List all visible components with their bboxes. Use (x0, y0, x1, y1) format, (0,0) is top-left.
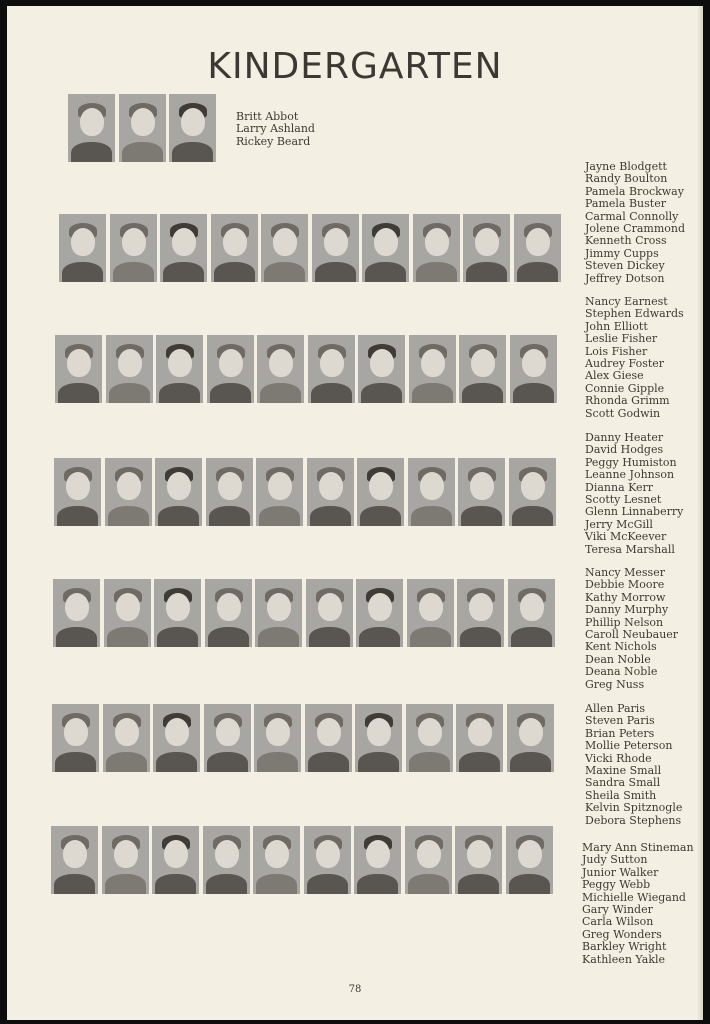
student-photo (53, 579, 100, 647)
student-photo (68, 94, 115, 162)
student-photo (152, 826, 199, 894)
student-photo (362, 214, 409, 282)
student-photo (356, 579, 403, 647)
photo-row-7 (51, 826, 556, 894)
student-photo (407, 579, 454, 647)
student-name: John Elliott (585, 319, 648, 333)
student-name: Leslie Fisher (585, 332, 658, 346)
names-row-4 (585, 432, 683, 556)
photo-row-2 (59, 214, 564, 282)
student-name: Kent Nichols (585, 640, 657, 654)
student-photo (413, 214, 460, 282)
student-photo (358, 335, 405, 403)
student-name: Scotty Lesnet (585, 493, 662, 507)
student-name: Mary Ann Stineman (582, 841, 694, 854)
photo-row-5 (53, 579, 558, 647)
student-name: Glenn Linnaberry (585, 505, 684, 519)
student-photo (306, 579, 353, 647)
student-name: Kenneth Cross (585, 234, 667, 248)
student-name: Kelvin Spitznogle (585, 801, 683, 815)
student-photo (255, 579, 302, 647)
student-photo (55, 335, 102, 403)
student-name: Greg Wonders (582, 927, 662, 941)
student-photo (261, 214, 308, 282)
student-name: Vicki Rhode (585, 751, 652, 765)
student-name: Michielle Wiegand (582, 890, 686, 904)
student-photo (507, 704, 554, 772)
student-name: Dianna Kerr (585, 480, 654, 494)
student-photo (253, 826, 300, 894)
student-photo (304, 826, 351, 894)
student-photo (102, 826, 149, 894)
student-name: Jimmy Cupps (585, 246, 659, 260)
student-name: Jeffrey Dotson (585, 271, 665, 285)
student-name: Rhonda Grimm (585, 394, 670, 408)
student-photo (509, 458, 556, 526)
student-name: Jolene Crammond (585, 222, 685, 236)
student-photo (405, 826, 452, 894)
student-name: Greg Nuss (585, 677, 645, 691)
student-name: Sandra Small (585, 776, 661, 790)
student-name: Larry Ashland (236, 122, 315, 136)
student-photo (457, 579, 504, 647)
student-photo (355, 704, 402, 772)
student-name: Caroll Neubauer (585, 628, 679, 642)
student-photo (211, 214, 258, 282)
student-photo (506, 826, 553, 894)
student-name: Nancy Earnest (585, 295, 668, 308)
student-name: Mollie Peterson (585, 739, 673, 753)
student-photo (305, 704, 352, 772)
student-name: Phillip Nelson (585, 615, 664, 629)
student-photo (463, 214, 510, 282)
student-photo (156, 335, 203, 403)
student-photo (254, 704, 301, 772)
student-name: Pamela Buster (585, 197, 666, 211)
photo-row-6 (52, 704, 557, 772)
student-name: Peggy Humiston (585, 455, 677, 469)
student-photo (409, 335, 456, 403)
student-name: Danny Murphy (585, 603, 669, 617)
page-number: 78 (348, 984, 362, 995)
student-name: Kathy Morrow (585, 590, 666, 604)
student-name: Jerry McGill (585, 517, 653, 531)
names-row-6 (585, 703, 682, 827)
student-name: Stephen Edwards (585, 307, 684, 321)
yearbook-page (7, 6, 703, 1020)
student-photo (59, 214, 106, 282)
student-photo (508, 579, 555, 647)
student-name: Steven Dickey (585, 259, 665, 273)
student-photo (408, 458, 455, 526)
student-photo (357, 458, 404, 526)
student-photo (105, 458, 152, 526)
student-name: Jayne Blodgett (585, 160, 667, 173)
student-name: Gary Winder (582, 903, 653, 917)
student-photo (308, 335, 355, 403)
student-photo (205, 579, 252, 647)
student-name: Pamela Brockway (585, 184, 684, 198)
student-photo (458, 458, 505, 526)
student-photo (155, 458, 202, 526)
student-name: Sheila Smith (585, 788, 657, 802)
student-photo (104, 579, 151, 647)
student-name: Junior Walker (582, 865, 659, 879)
student-name: Dean Noble (585, 652, 651, 666)
student-photo (103, 704, 150, 772)
student-photo (406, 704, 453, 772)
student-name: Judy Sutton (582, 853, 648, 867)
student-name: Scott Godwin (585, 406, 661, 420)
student-photo (510, 335, 557, 403)
student-photo (51, 826, 98, 894)
student-name: Nancy Messer (585, 566, 665, 579)
student-name: Teresa Marshall (585, 542, 675, 556)
student-photo (203, 826, 250, 894)
photo-row-3 (55, 335, 560, 403)
student-name: Peggy Webb (582, 878, 651, 892)
student-name: Viki McKeever (585, 530, 667, 544)
student-photo (204, 704, 251, 772)
student-photo (154, 579, 201, 647)
names-row-3 (585, 296, 684, 420)
student-photo (256, 458, 303, 526)
student-name: Allen Paris (585, 702, 645, 715)
names-row-2 (585, 161, 685, 285)
student-photo (206, 458, 253, 526)
student-photo (456, 704, 503, 772)
student-photo (307, 458, 354, 526)
student-photo (312, 214, 359, 282)
photo-row-4 (54, 458, 559, 526)
student-name: Barkley Wright (582, 940, 667, 954)
student-name: Britt Abbot (236, 110, 299, 123)
student-photo (160, 214, 207, 282)
student-photo (514, 214, 561, 282)
student-name: Danny Heater (585, 431, 664, 444)
student-name: Leanne Johnson (585, 468, 675, 482)
student-photo (169, 94, 216, 162)
student-name: Carmal Connolly (585, 209, 679, 223)
names-row-1 (236, 111, 315, 148)
student-name: Alex Giese (585, 369, 644, 383)
student-name: David Hodges (585, 443, 664, 457)
photo-row-1 (68, 94, 220, 162)
student-name: Debbie Moore (585, 578, 665, 592)
student-name: Brian Peters (585, 726, 655, 740)
student-name: Deana Noble (585, 665, 658, 679)
student-name: Carla Wilson (582, 915, 654, 929)
student-photo (119, 94, 166, 162)
names-row-5 (585, 567, 678, 691)
student-photo (153, 704, 200, 772)
student-photo (54, 458, 101, 526)
student-photo (354, 826, 401, 894)
student-name: Audrey Foster (585, 357, 665, 371)
student-photo (455, 826, 502, 894)
student-photo (459, 335, 506, 403)
student-photo (110, 214, 157, 282)
student-photo (207, 335, 254, 403)
student-name: Steven Paris (585, 714, 655, 728)
student-name: Randy Boulton (585, 172, 668, 186)
student-photo (52, 704, 99, 772)
student-name: Kathleen Yakle (582, 952, 666, 966)
student-name: Rickey Beard (236, 134, 311, 148)
student-name: Debora Stephens (585, 813, 682, 827)
student-photo (106, 335, 153, 403)
student-name: Connie Gipple (585, 381, 665, 395)
names-row-7 (582, 842, 694, 966)
student-name: Maxine Small (585, 764, 662, 778)
page-title: KINDERGARTEN (207, 46, 503, 87)
student-photo (257, 335, 304, 403)
student-name: Lois Fisher (585, 344, 648, 358)
